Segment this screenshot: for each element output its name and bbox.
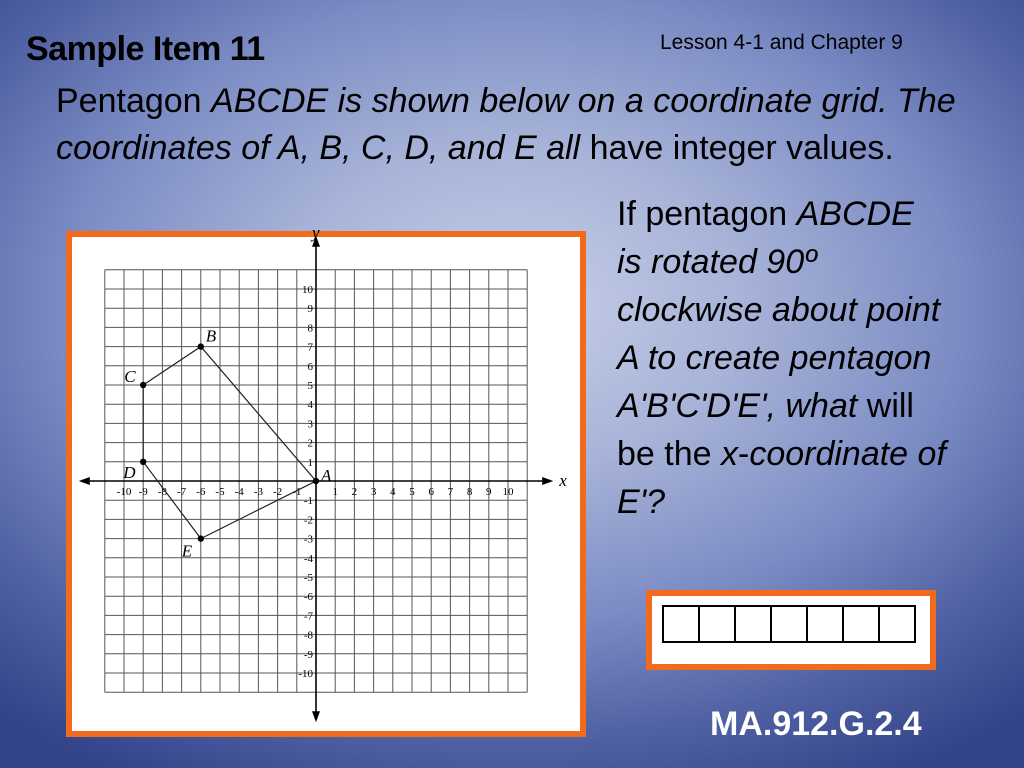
question-text [617,190,947,526]
x-tick-label: 8 [466,486,473,498]
x-tick-label: -5 [215,486,225,498]
problem-statement [56,78,956,172]
y-tick-label: 8 [307,322,313,335]
x-tick-label: -9 [138,486,148,498]
answer-cell[interactable] [772,607,808,641]
answer-cell[interactable] [664,607,700,641]
y-axis-arrow-down [312,711,320,722]
vertex-point-b [198,343,204,349]
y-tick-label: 1 [307,456,313,469]
prompt-text-1: Pentagon [56,82,212,120]
coordinate-graph-frame [66,222,586,737]
y-tick-label: -7 [303,610,313,623]
question-part-6: coordinate of E'? [617,435,946,521]
x-axis-label: x [559,471,567,490]
prompt-text-2: ABCDE is shown below on a coordinate grid. The coordinates of A, B, C, D, and E all [56,82,956,167]
x-tick-label: -10 [116,486,132,498]
lesson-reference: Lesson 4-1 and Chapter 9 [660,31,903,54]
vertex-point-a [313,478,319,484]
x-axis-arrow-right [542,477,553,485]
x-tick-label: 5 [409,486,415,498]
x-tick-label: 2 [351,486,358,498]
y-tick-label: -5 [303,572,313,584]
x-tick-label: -1 [292,486,302,498]
y-tick-label: 3 [307,418,313,431]
y-tick-label: 5 [307,380,313,392]
benchmark-code: MA.912.G.2.4 [710,705,922,743]
vertex-label-b: B [205,326,217,346]
vertex-label-a: A [321,466,332,485]
x-tick-label: -6 [196,486,206,498]
vertex-point-d [140,459,146,465]
y-tick-label: -8 [303,629,313,642]
y-tick-label: 7 [307,341,313,354]
answer-grid-box [646,590,936,670]
vertex-label-c: C [124,367,136,386]
y-tick-label: -3 [303,533,313,546]
x-tick-label: 9 [486,486,492,498]
x-tick-label: -3 [253,486,263,498]
question-part-5: - [737,435,750,473]
question-part-3: will be the [617,387,914,473]
answer-grid [662,605,916,643]
answer-cell[interactable] [880,607,914,641]
y-tick-label: -9 [303,648,313,661]
vertex-label-e: E [181,541,193,561]
x-tick-label: 7 [447,486,454,498]
answer-cell[interactable] [736,607,772,641]
x-tick-label: 4 [390,486,396,498]
y-tick-label: -4 [303,552,313,565]
coordinate-graph [72,222,580,731]
prompt-text-3: have integer values. [580,129,894,167]
y-tick-label: 10 [302,284,313,296]
vertex-point-c [140,382,146,388]
y-tick-label: -6 [303,591,313,604]
question-part-1: If pentagon [617,195,797,233]
y-tick-label: 2 [307,437,313,450]
y-tick-label: 9 [307,303,313,316]
y-tick-label: -2 [303,514,313,527]
vertex-point-e [198,535,204,541]
x-tick-label: -8 [157,486,167,498]
x-tick-label: -2 [273,486,283,498]
question-part-4: x [720,435,738,473]
y-tick-label: 6 [307,360,313,373]
x-tick-label: 6 [428,486,434,498]
x-tick-label: 3 [370,486,377,498]
answer-cell[interactable] [700,607,736,641]
y-tick-label: 4 [307,399,313,412]
y-tick-label: -1 [303,495,313,508]
x-axis-arrow-left [79,477,90,485]
x-tick-label: -7 [177,486,187,498]
answer-cell[interactable] [844,607,880,641]
x-tick-label: 10 [502,486,514,498]
vertex-label-d: D [123,462,136,482]
y-tick-label: -10 [298,668,313,680]
slide-title: Sample Item 11 [26,30,265,68]
answer-cell[interactable] [808,607,844,641]
question-part-2: ABCDE is rotated 90º clockwise about point A to create pentagon A'B'C'D'E', what [617,195,941,425]
y-axis-label: y [312,222,320,242]
x-tick-label: 1 [332,486,338,498]
x-tick-label: -4 [234,486,244,498]
